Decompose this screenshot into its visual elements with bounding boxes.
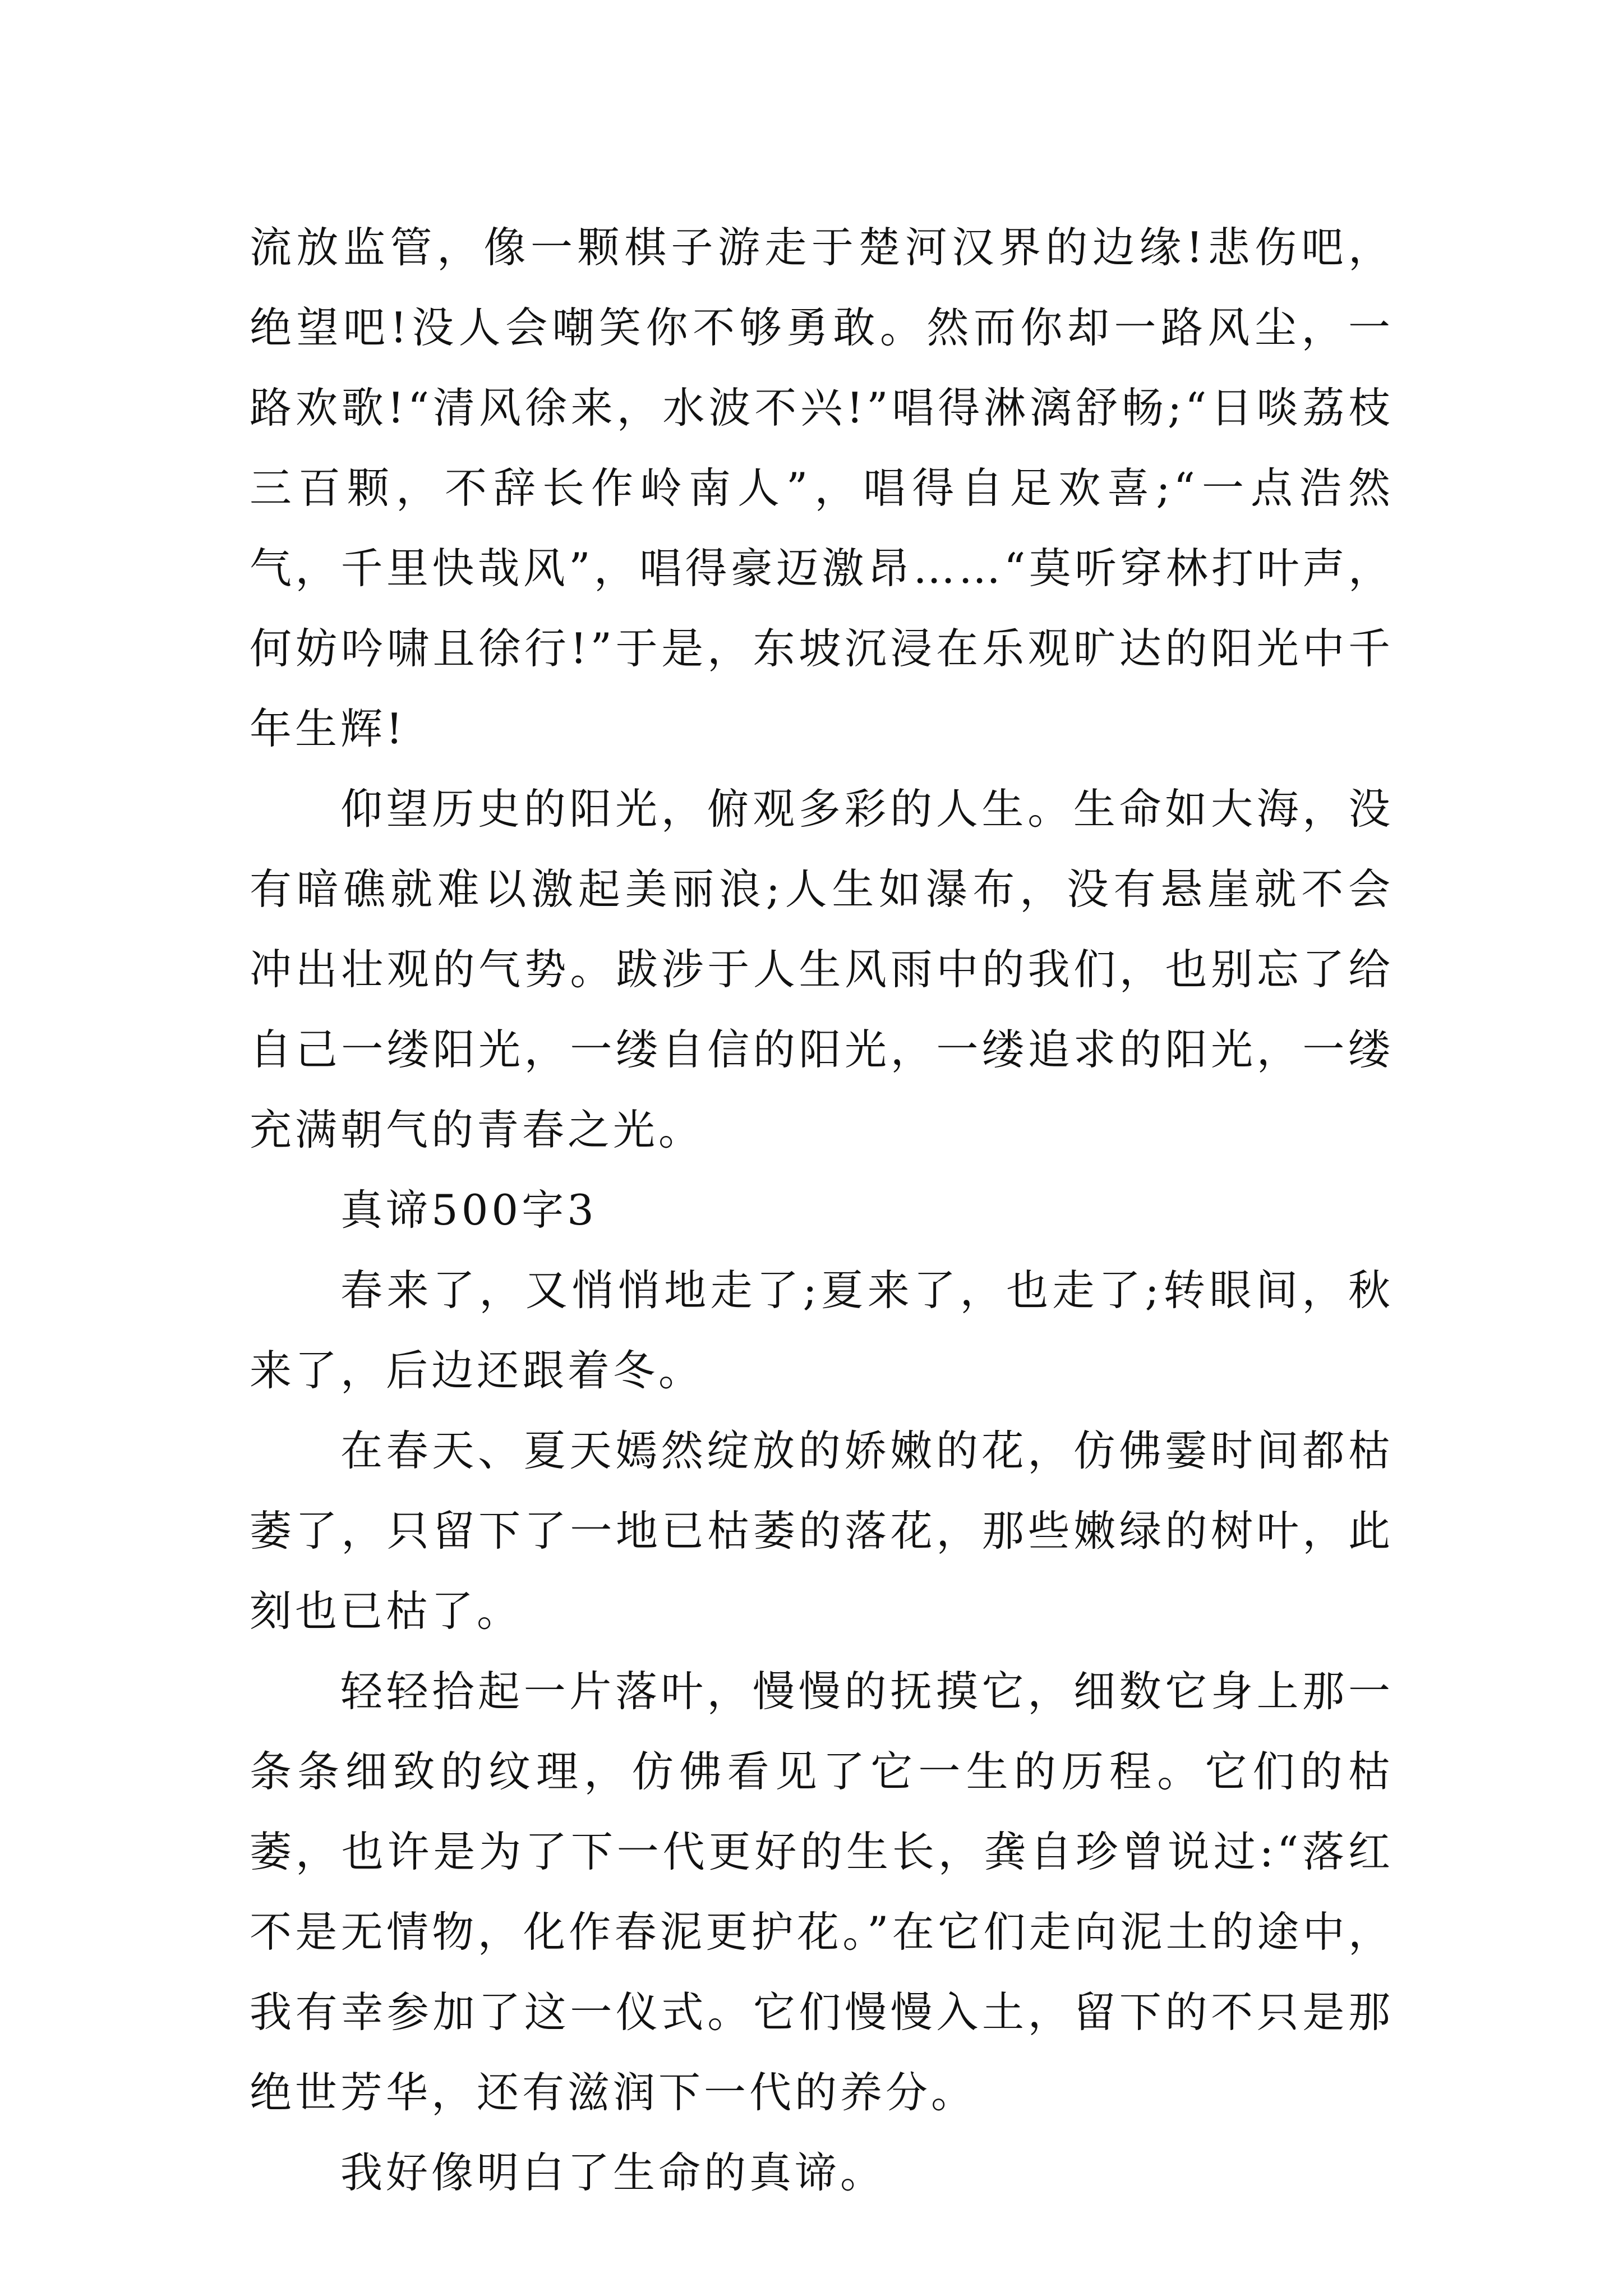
paragraph-fallen-leaf: 轻轻拾起一片落叶，慢慢的抚摸它，细数它身上那一条条细致的纹理，仿佛看见了它一生的历程。它们的枯萎，也许是为了下一代更好的生长，龚自珍曾说过:“落红不是无情物，化作春泥更护花。”在它们走向泥土的途中，我有幸参加了这一仪式。它们慢慢入土，留下的不只是那绝世芳华，还有滋润下一代的养分。 — [250, 1667, 1394, 2117]
document-body — [250, 208, 1394, 2213]
paragraph-sunshine-of-history: 仰望历史的阳光，俯观多彩的人生。生命如大海，没有暗礁就难以激起美丽浪;人生如瀑布，没有悬崖就不会冲出壮观的气势。跋涉于人生风雨中的我们，也别忘了给自己一缕阳光，一缕自信的阳光，一缕追求的阳光，一缕充满朝气的青春之光。 — [250, 784, 1394, 1154]
paragraph-conclusion: 我好像明白了生命的真谛。 — [340, 2148, 886, 2197]
essay-heading: 真谛500字3 — [340, 1185, 597, 1235]
paragraph-withered-flowers: 在春天、夏天嫣然绽放的娇嫩的花，仿佛霎时间都枯萎了，只留下了一地已枯萎的落花，那些嫩绿的树叶，此刻也已枯了。 — [250, 1426, 1394, 1636]
paragraph-seasons: 春来了，又悄悄地走了;夏来了，也走了;转眼间，秋来了，后边还跟着冬。 — [250, 1266, 1394, 1395]
paragraph-su-shi-exile: 流放监管，像一颗棋子游走于楚河汉界的边缘!悲伤吧，绝望吧!没人会嘲笑你不够勇敢。然而你却一路风尘，一路欢歌!“清风徐来，水波不兴!”唱得淋漓舒畅;“日啖荔枝三百颗，不辞长作岭南人”，唱得自足欢喜;“一点浩然气，千里快哉风”，唱得豪迈激昂……“莫听穿林打叶声，何妨吟啸且徐行!”于是，东坡沉浸在乐观旷达的阳光中千年生辉! — [250, 223, 1394, 753]
